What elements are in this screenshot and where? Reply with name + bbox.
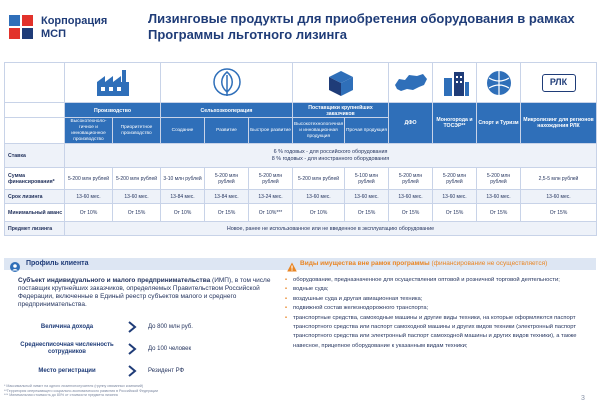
table-cell: От 10%*** <box>249 204 293 222</box>
rate-line2: 8 % годовых - для иностранного оборудования <box>271 155 390 162</box>
row-label: Срок лизинга <box>5 190 65 204</box>
table-cell: 13-84 мес. <box>205 190 249 204</box>
col-dfo: ДФО <box>389 103 433 144</box>
subject-text: Новое, ранее не использованное или не введенное в эксплуатацию оборудование <box>65 222 597 236</box>
table-cell: 5-200 млн рублей <box>113 168 161 190</box>
table-cell: 5-200 млн рублей <box>389 168 433 190</box>
table-cell: 13-24 мес. <box>249 190 293 204</box>
list-item: • подвижной состав железнодорожного транспорта; <box>284 304 590 313</box>
profile-subject: Субъект индивидуального и малого предпринимательства (ИМП), в том числе поставщик крупнейших заказчиков, определяемых Правительством Российской Федерации, включенные в Единый реестр субъектов малого и среднего предпринимательства. <box>18 277 271 308</box>
subcol: Создание <box>161 118 205 144</box>
table-cell: 13-60 мес. <box>521 190 597 204</box>
profile-title: Профиль клиента <box>26 260 89 267</box>
table-cell: 5-100 млн рублей <box>345 168 389 190</box>
table-cell: От 15% <box>477 204 521 222</box>
table-cell: От 15% <box>433 204 477 222</box>
row-rate <box>5 144 597 168</box>
criterion-row <box>8 318 278 336</box>
col-micro: Микролизинг для регионов нахождения РЛК <box>521 103 597 144</box>
subcol: Быстрое развитие <box>249 118 293 144</box>
exclusions-list <box>284 276 590 351</box>
leaf-icon <box>161 63 293 103</box>
russia-map-icon <box>389 63 433 103</box>
table-cell: 5-200 млн рублей <box>433 168 477 190</box>
row-subject <box>5 222 597 236</box>
row-term <box>5 190 597 204</box>
factory-icon <box>65 63 161 103</box>
city-icon <box>433 63 477 103</box>
page-number: 3 <box>581 395 585 402</box>
table-cell: От 15% <box>389 204 433 222</box>
table-cell: 13-84 мес. <box>161 190 205 204</box>
chevron-right-icon <box>126 321 138 333</box>
products-table <box>4 62 597 236</box>
table-cell: От 10% <box>161 204 205 222</box>
table-cell: 13-60 мес. <box>477 190 521 204</box>
sport-ball-icon <box>477 63 521 103</box>
table-cell: 2,5-5 млн рублей <box>521 168 597 190</box>
row-amount <box>5 168 597 190</box>
table-cell: От 15% <box>345 204 389 222</box>
table-cell: 13-60 мес. <box>389 190 433 204</box>
subcol: Высокотехноло-гичное и инновационное производство <box>65 118 113 144</box>
subcol: Развитие <box>205 118 249 144</box>
table-cell: 13-60 мес. <box>293 190 345 204</box>
table-cell: От 10% <box>65 204 113 222</box>
criterion-value: До 800 млн руб. <box>148 324 193 330</box>
warning-icon <box>287 259 297 269</box>
row-label: Минимальный аванс <box>5 204 65 222</box>
table-cell: 3-10 млн рублей <box>161 168 205 190</box>
list-item: • водные суда; <box>284 285 590 294</box>
table-cell: 5-200 млн рублей <box>249 168 293 190</box>
table-cell: От 10% <box>293 204 345 222</box>
list-item: • оборудование, предназначенное для осуществления оптовой и розничной торговой деятельности; <box>284 276 590 285</box>
criterion-row <box>8 362 278 380</box>
row-label: Сумма финансирования* <box>5 168 65 190</box>
person-icon <box>10 259 20 269</box>
chevron-right-icon <box>126 343 138 355</box>
table-cell: 13-60 мес. <box>433 190 477 204</box>
table-cell: 5-200 млн рублей <box>205 168 249 190</box>
logo-line1: Корпорация <box>41 15 108 27</box>
footnotes: * Максимальный лимит на одного лизингополучателя (группу связанных компаний) **Территория опережающего социально-экономического развития в Российской Федерации *** Минимальная стоимость до 80% от стоимости предмета лизинга <box>4 384 159 398</box>
table-cell: 13-60 мес. <box>65 190 113 204</box>
criterion-value: До 100 человек <box>148 346 192 352</box>
row-advance <box>5 204 597 222</box>
box-icon <box>293 63 389 103</box>
criterion-label: Величина дохода <box>40 323 94 330</box>
logo <box>9 13 139 51</box>
rlk-badge-icon: РЛК <box>521 63 597 103</box>
table-cell: 13-60 мес. <box>113 190 161 204</box>
table-cell: От 15% <box>521 204 597 222</box>
col-agro: Сельхозкооперация <box>161 103 293 118</box>
row-label: Ставка <box>5 144 65 168</box>
col-suppliers: Поставщики крупнейших заказчиков <box>293 103 389 118</box>
table-cell: От 15% <box>113 204 161 222</box>
rate-line1: 6 % годовых - для российского оборудования <box>273 148 388 155</box>
list-item: • воздушные суда и другая авиационная техника; <box>284 295 590 304</box>
criterion-row <box>8 340 278 358</box>
exclusions-title: Виды имущества вне рамок программы (финансирование не осуществляется) <box>300 260 548 267</box>
subcol: Приоритетное производство <box>113 118 161 144</box>
table-cell: 5-200 млн рублей <box>65 168 113 190</box>
criterion-label: Место регистрации <box>38 367 96 374</box>
table-cell: От 15% <box>205 204 249 222</box>
table-cell: 13-60 мес. <box>345 190 389 204</box>
col-mono: Моногорода и ТОСЭР** <box>433 103 477 144</box>
logo-mark-icon <box>9 15 35 41</box>
table-cell: 5-200 млн рублей <box>477 168 521 190</box>
subcol: Прочая продукция <box>345 118 389 144</box>
logo-line2: МСП <box>41 28 67 40</box>
chevron-right-icon <box>126 365 138 377</box>
row-label: Предмет лизинга <box>5 222 65 236</box>
page-title: Лизинговые продукты для приобретения оборудования в рамках Программы льготного лизинга <box>148 11 575 42</box>
list-item: • транспортные средства, самоходные машины и другие виды техники, на которые оформляются паспорт транспортного средства или паспорт самоходной машины и других видов техники (электронный паспорт транспортного средства или электронный паспорт самоходной машины и других видов техники), а также навесное, прицепное оборудование к указанным видам техники; <box>284 314 590 352</box>
table-cell: 5-200 млн рублей <box>293 168 345 190</box>
col-sport: Спорт и Туризм <box>477 103 521 144</box>
criterion-label: Среднесписочная численность сотрудников <box>20 342 114 355</box>
criterion-value: Резидент РФ <box>148 368 185 374</box>
subcol: Высокотехнологичная и инновационная продукция <box>293 118 345 144</box>
col-production: Производство <box>65 103 161 118</box>
